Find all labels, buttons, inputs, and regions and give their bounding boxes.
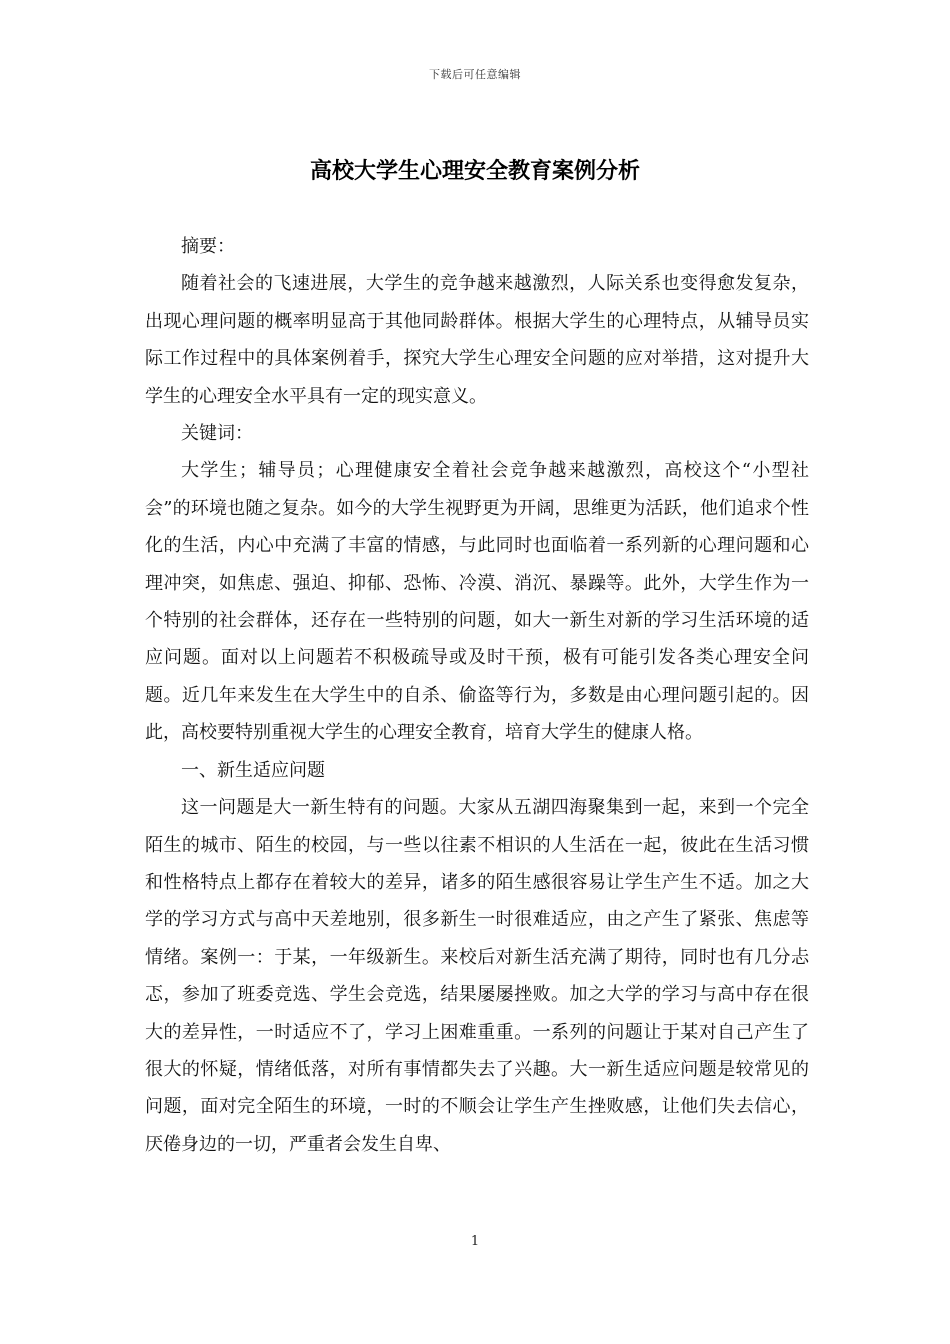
abstract-heading: 摘要：: [181, 236, 235, 257]
header-note: 下载后可任意编辑: [429, 68, 521, 81]
section-1-paragraph: 这一问题是大一新生特有的问题。大家从五湖四海聚集到一起，来到一个完全陌生的城市、陌生的校园，与一些以往素不相识的人生活在一起，彼此在生活习惯和性格特点上都存在着较大的差异，诸多的陌生感很容易让学生产生不适。加之大学的学习方式与高中天差地别，很多新生一时很难适应，由之产生了紧张、焦虑等情绪。案例一：于某，一年级新生。来校后对新生活充满了期待，同时也有几分忐忑，参加了班委竞选、学生会竞选，结果屡屡挫败。加之大学的学习与高中存在很大的差异性，一时适应不了，学习上困难重重。一系列的问题让于某对自己产生了很大的怀疑，情绪低落，对所有事情都失去了兴趣。大一新生适应问题是较常见的问题，面对完全陌生的环境，一时的不顺会让学生产生挫败感，让他们失去信心，厌倦身边的一切，严重者会发生自卑、: [145, 797, 809, 1155]
page-number: 1: [470, 1234, 480, 1249]
keywords-heading: 关键词：: [181, 423, 253, 445]
keywords-paragraph: 大学生；辅导员；心理健康安全着社会竞争越来越激烈，高校这个“小型社会”的环境也随之复杂。如今的大学生视野更为开阔，思维更为活跃，他们追求个性化的生活，内心中充满了丰富的情感，与此同时也面临着一系列新的心理问题和心理冲突，如焦虑、强迫、抑郁、恐怖、冷漠、消沉、暴躁等。此外，大学生作为一个特别的社会群体，还存在一些特别的问题，如大一新生对新的学习生活环境的适应问题。面对以上问题若不积极疏导或及时干预，极有可能引发各类心理安全问题。近几年来发生在大学生中的自杀、偷盗等行为，多数是由心理问题引起的。因此，高校要特别重视大学生的心理安全教育，培育大学生的健康人格。: [145, 460, 809, 744]
document-title: 高校大学生心理安全教育案例分析: [309, 158, 640, 184]
section-heading-1: 一、新生适应问题: [181, 759, 325, 781]
abstract-paragraph: 随着社会的飞速进展，大学生的竞争越来越激烈，人际关系也变得愈发复杂，出现心理问题的概率明显高于其他同龄群体。根据大学生的心理特点，从辅导员实际工作过程中的具体案例着手，探究大学生心理安全问题的应对举措，这对提升大学生的心理安全水平具有一定的现实意义。: [145, 273, 809, 407]
document-body: [145, 228, 809, 1163]
